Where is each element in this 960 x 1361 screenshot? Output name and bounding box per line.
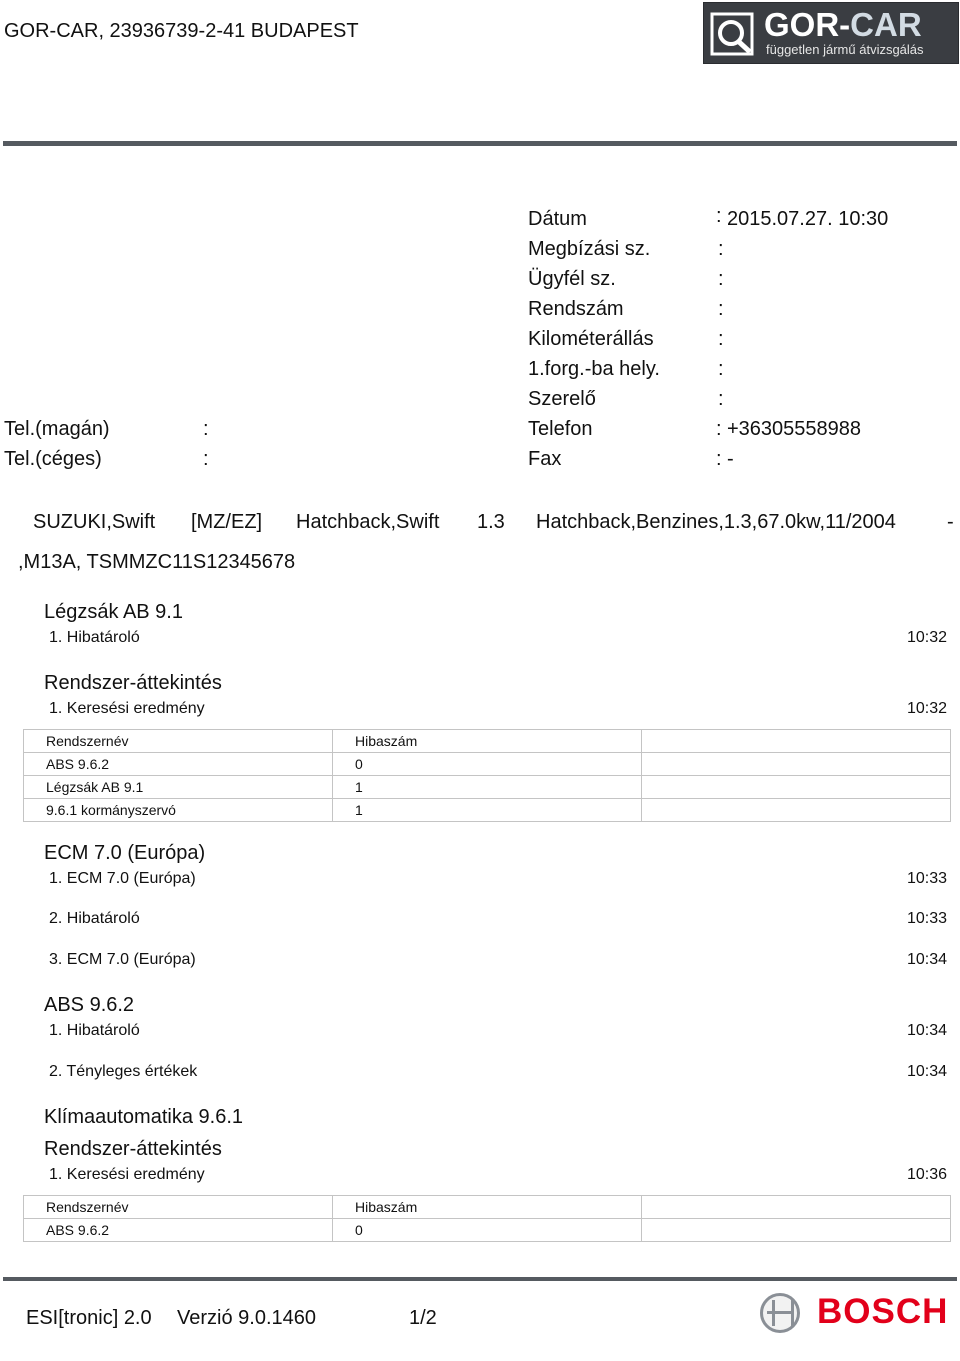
info-value-phone: +36305558988 xyxy=(727,418,862,440)
section-item-time: 10:32 xyxy=(907,629,948,646)
table-cell: 0 xyxy=(333,1219,642,1242)
info-label-fax: Fax xyxy=(528,448,562,470)
table-header-cell: Rendszernév xyxy=(24,1196,333,1219)
table-cell xyxy=(642,1219,951,1242)
section-item-time: 10:36 xyxy=(907,1166,948,1183)
info-sep: : xyxy=(718,238,724,260)
bosch-armature-icon xyxy=(760,1293,800,1333)
section-item-time: 10:34 xyxy=(907,1063,948,1080)
table-cell: 1 xyxy=(333,799,642,822)
info-label-customer: Ügyfél sz. xyxy=(528,268,616,290)
header-divider xyxy=(3,141,957,146)
section-item: 1. Hibatároló xyxy=(49,629,140,646)
table-cell: 9.6.1 kormányszervó xyxy=(24,799,333,822)
section-item: 2. Tényleges értékek xyxy=(49,1063,198,1080)
info-label-first-reg: 1.forg.-ba hely. xyxy=(528,358,660,380)
vehicle-vin-line: ,M13A, TSMMZC11S12345678 xyxy=(18,551,296,573)
vehicle-details: Hatchback,Benzines,1.3,67.0kw,11/2004 xyxy=(536,511,896,533)
info-label-phone: Telefon xyxy=(528,418,593,440)
table-cell xyxy=(642,799,951,822)
info-value-date: 2015.07.27. 10:30 xyxy=(727,208,889,230)
table-cell: 1 xyxy=(333,776,642,799)
footer-page-number: 1/2 xyxy=(409,1307,437,1329)
bosch-logo-text: BOSCH xyxy=(817,1292,949,1331)
vehicle-body: Hatchback,Swift xyxy=(296,511,440,533)
table-cell: ABS 9.6.2 xyxy=(24,753,333,776)
section-item-time: 10:34 xyxy=(907,951,948,968)
table-cell xyxy=(642,753,951,776)
info-sep: : xyxy=(718,388,724,410)
table-row xyxy=(24,799,951,822)
tel-company-label: Tel.(céges) xyxy=(4,448,102,470)
section-item-time: 10:34 xyxy=(907,1022,948,1039)
info-sep: : xyxy=(718,328,724,350)
info-sep: : xyxy=(716,418,722,440)
info-label-mileage: Kilométerállás xyxy=(528,328,654,350)
table-header-cell: Hibaszám xyxy=(333,730,642,753)
footer-divider xyxy=(3,1277,957,1281)
section-item: 1. Keresési eredmény xyxy=(49,700,205,717)
table-header-row xyxy=(24,730,951,753)
vehicle-engine: 1.3 xyxy=(477,511,505,533)
tel-private-label: Tel.(magán) xyxy=(4,418,110,440)
logo-wordmark: GOR-CAR xyxy=(764,6,922,43)
info-sep: : xyxy=(716,448,722,470)
footer-version: Verzió 9.0.1460 xyxy=(177,1307,316,1329)
table-row xyxy=(24,1219,951,1242)
table-header-cell: Hibaszám xyxy=(333,1196,642,1219)
info-label-order: Megbízási sz. xyxy=(528,238,651,260)
section-title-abs: ABS 9.6.2 xyxy=(44,994,135,1016)
magnifier-logo-icon xyxy=(710,11,758,57)
section-item: 2. Hibatároló xyxy=(49,910,140,927)
vehicle-make-model: SUZUKI,Swift xyxy=(33,511,156,533)
info-label-mechanic: Szerelő xyxy=(528,388,596,410)
system-overview-table-2 xyxy=(23,1195,951,1242)
table-cell xyxy=(642,776,951,799)
info-sep: : xyxy=(718,358,724,380)
table-header-cell xyxy=(642,1196,951,1219)
info-label-plate: Rendszám xyxy=(528,298,624,320)
section-item: 1. Keresési eredmény xyxy=(49,1166,205,1183)
gor-car-logo xyxy=(703,2,959,64)
vehicle-dash: - xyxy=(947,511,954,533)
table-header-cell xyxy=(642,730,951,753)
tel-private-sep: : xyxy=(203,418,209,440)
info-value-fax: - xyxy=(727,448,734,470)
info-sep: : xyxy=(718,298,724,320)
info-sep: : xyxy=(716,205,722,227)
table-header-cell: Rendszernév xyxy=(24,730,333,753)
table-row xyxy=(24,753,951,776)
section-item: 1. ECM 7.0 (Európa) xyxy=(49,870,196,887)
system-overview-table xyxy=(23,729,951,822)
table-row xyxy=(24,776,951,799)
section-item: 1. Hibatároló xyxy=(49,1022,140,1039)
section-item-time: 10:33 xyxy=(907,910,948,927)
section-title-ecm: ECM 7.0 (Európa) xyxy=(44,842,206,864)
section-title-overview: Rendszer-áttekintés xyxy=(44,672,222,694)
section-item-time: 10:33 xyxy=(907,870,948,887)
section-title-overview-2: Rendszer-áttekintés xyxy=(44,1138,222,1160)
section-item: 3. ECM 7.0 (Európa) xyxy=(49,951,196,968)
footer-software: ESI[tronic] 2.0 xyxy=(26,1307,152,1329)
page-header-title: GOR-CAR, 23936739-2-41 BUDAPEST xyxy=(4,20,359,42)
table-cell: ABS 9.6.2 xyxy=(24,1219,333,1242)
tel-company-sep: : xyxy=(203,448,209,470)
vehicle-code: [MZ/EZ] xyxy=(191,511,263,533)
info-sep: : xyxy=(718,268,724,290)
section-item-time: 10:32 xyxy=(907,700,948,717)
info-label-date: Dátum xyxy=(528,208,587,230)
section-title-airbag: Légzsák AB 9.1 xyxy=(44,601,183,623)
section-title-climate: Klímaautomatika 9.6.1 xyxy=(44,1106,243,1128)
table-cell: 0 xyxy=(333,753,642,776)
table-cell: Légzsák AB 9.1 xyxy=(24,776,333,799)
table-header-row xyxy=(24,1196,951,1219)
logo-subtitle: független jármű átvizsgálás xyxy=(766,42,924,57)
